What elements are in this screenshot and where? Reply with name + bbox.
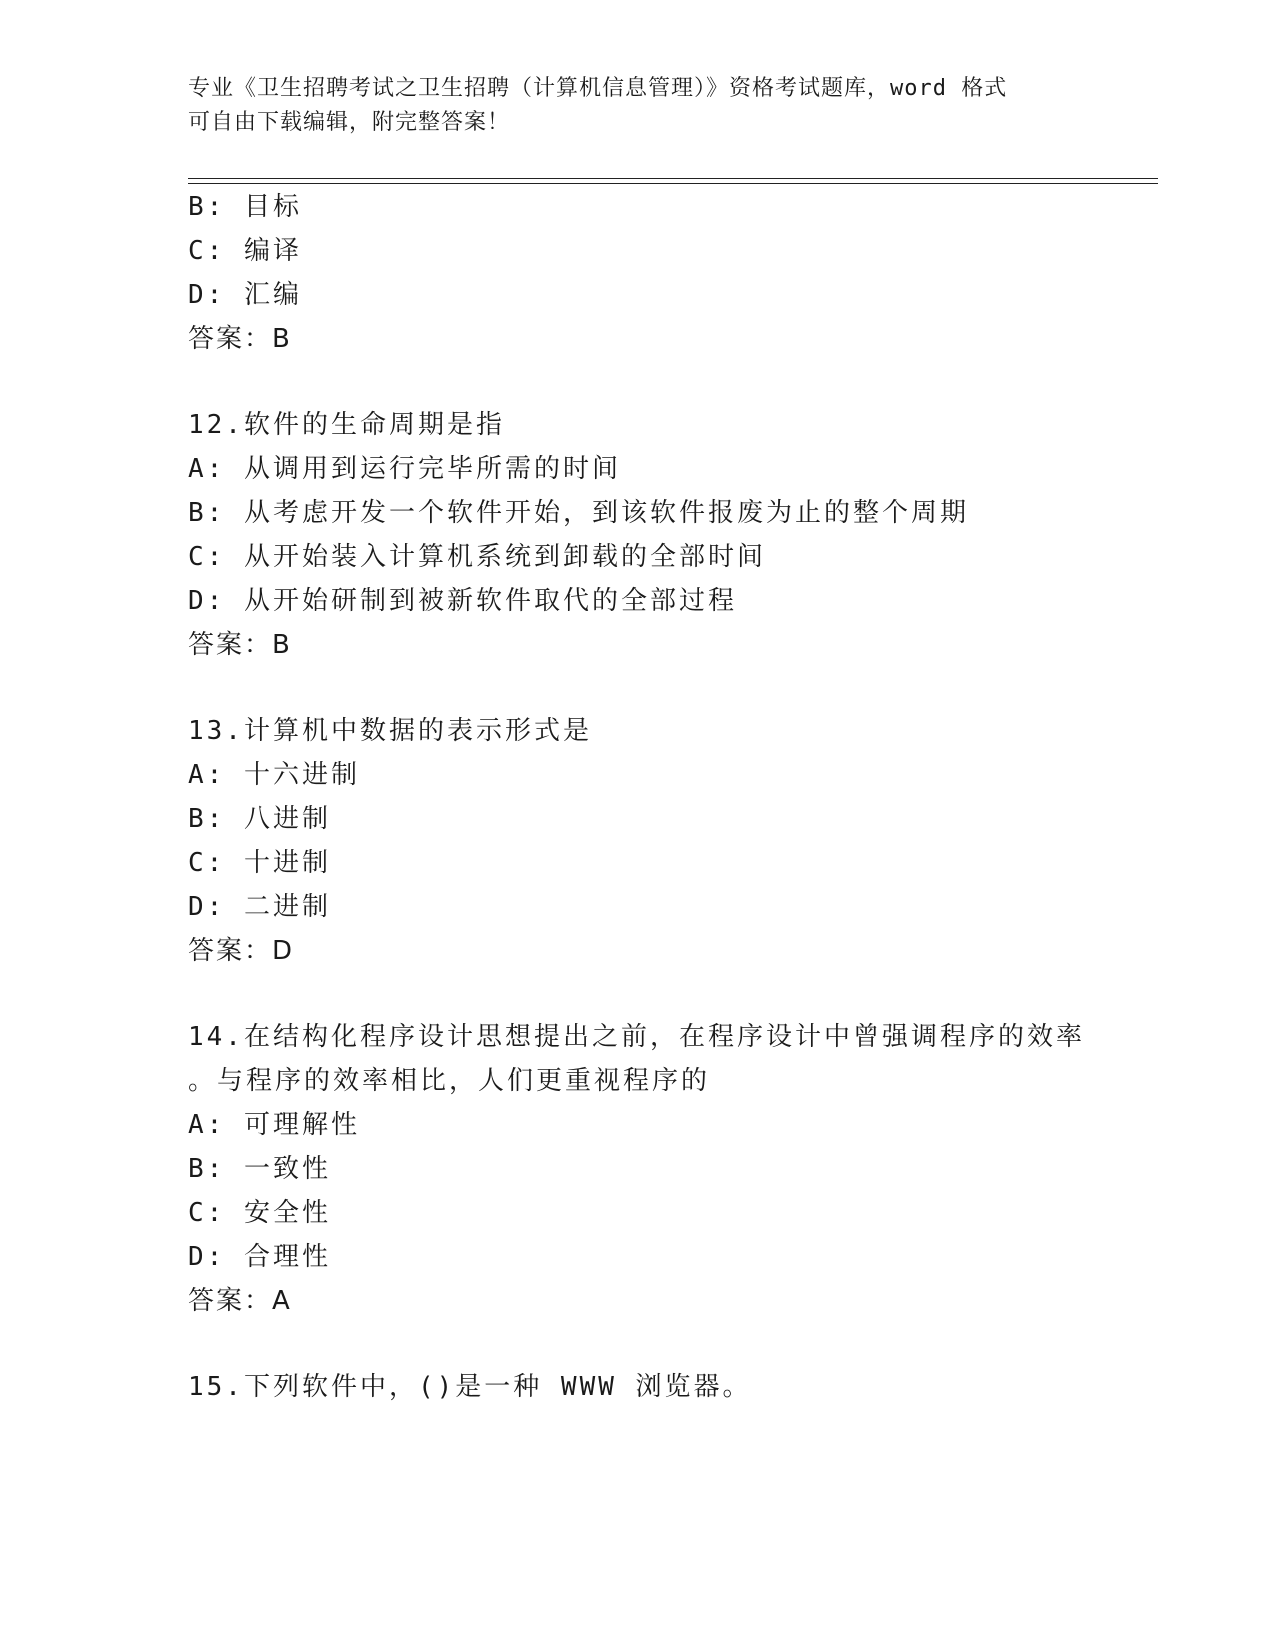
option-b: B: 从考虑开发一个软件开始，到该软件报废为止的整个周期 [188, 498, 969, 528]
option-c: C: 安全性 [188, 1198, 331, 1228]
question-13-stem: 13.计算机中数据的表示形式是 [188, 716, 592, 746]
answer-line: 答案：B [188, 630, 292, 660]
header-line-1: 专业《卫生招聘考试之卫生招聘（计算机信息管理）》资格考试题库，word 格式 [188, 76, 1008, 101]
question-12-stem: 12.软件的生命周期是指 [188, 410, 505, 440]
header-rule-bottom [188, 183, 1158, 184]
header-rule-top [188, 178, 1158, 179]
header-line-2: 可自由下载编辑，附完整答案！ [188, 110, 511, 135]
option-c: C: 十进制 [188, 848, 331, 878]
option-b: B: 一致性 [188, 1154, 331, 1184]
option-d: D: 从开始研制到被新软件取代的全部过程 [188, 586, 737, 616]
page-header [188, 72, 1088, 140]
option-d: D: 合理性 [188, 1242, 331, 1272]
option-d: D: 二进制 [188, 892, 331, 922]
option-d: D: 汇编 [188, 280, 302, 310]
question-14-stem-line-1: 14.在结构化程序设计思想提出之前，在程序设计中曾强调程序的效率 [188, 1022, 1085, 1052]
option-c: C: 从开始装入计算机系统到卸载的全部时间 [188, 542, 766, 572]
option-a: A: 十六进制 [188, 760, 360, 790]
option-b: B: 八进制 [188, 804, 331, 834]
question-15-stem: 15.下列软件中，()是一种 WWW 浏览器。 [188, 1372, 752, 1402]
answer-line: 答案：B [188, 324, 292, 354]
option-b: B: 目标 [188, 192, 302, 222]
answer-line: 答案：D [188, 936, 295, 966]
option-a: A: 从调用到运行完毕所需的时间 [188, 454, 621, 484]
option-a: A: 可理解性 [188, 1110, 360, 1140]
question-14-stem-line-2: 。与程序的效率相比，人们更重视程序的 [188, 1066, 711, 1096]
answer-line: 答案：A [188, 1286, 292, 1316]
option-c: C: 编译 [188, 236, 302, 266]
